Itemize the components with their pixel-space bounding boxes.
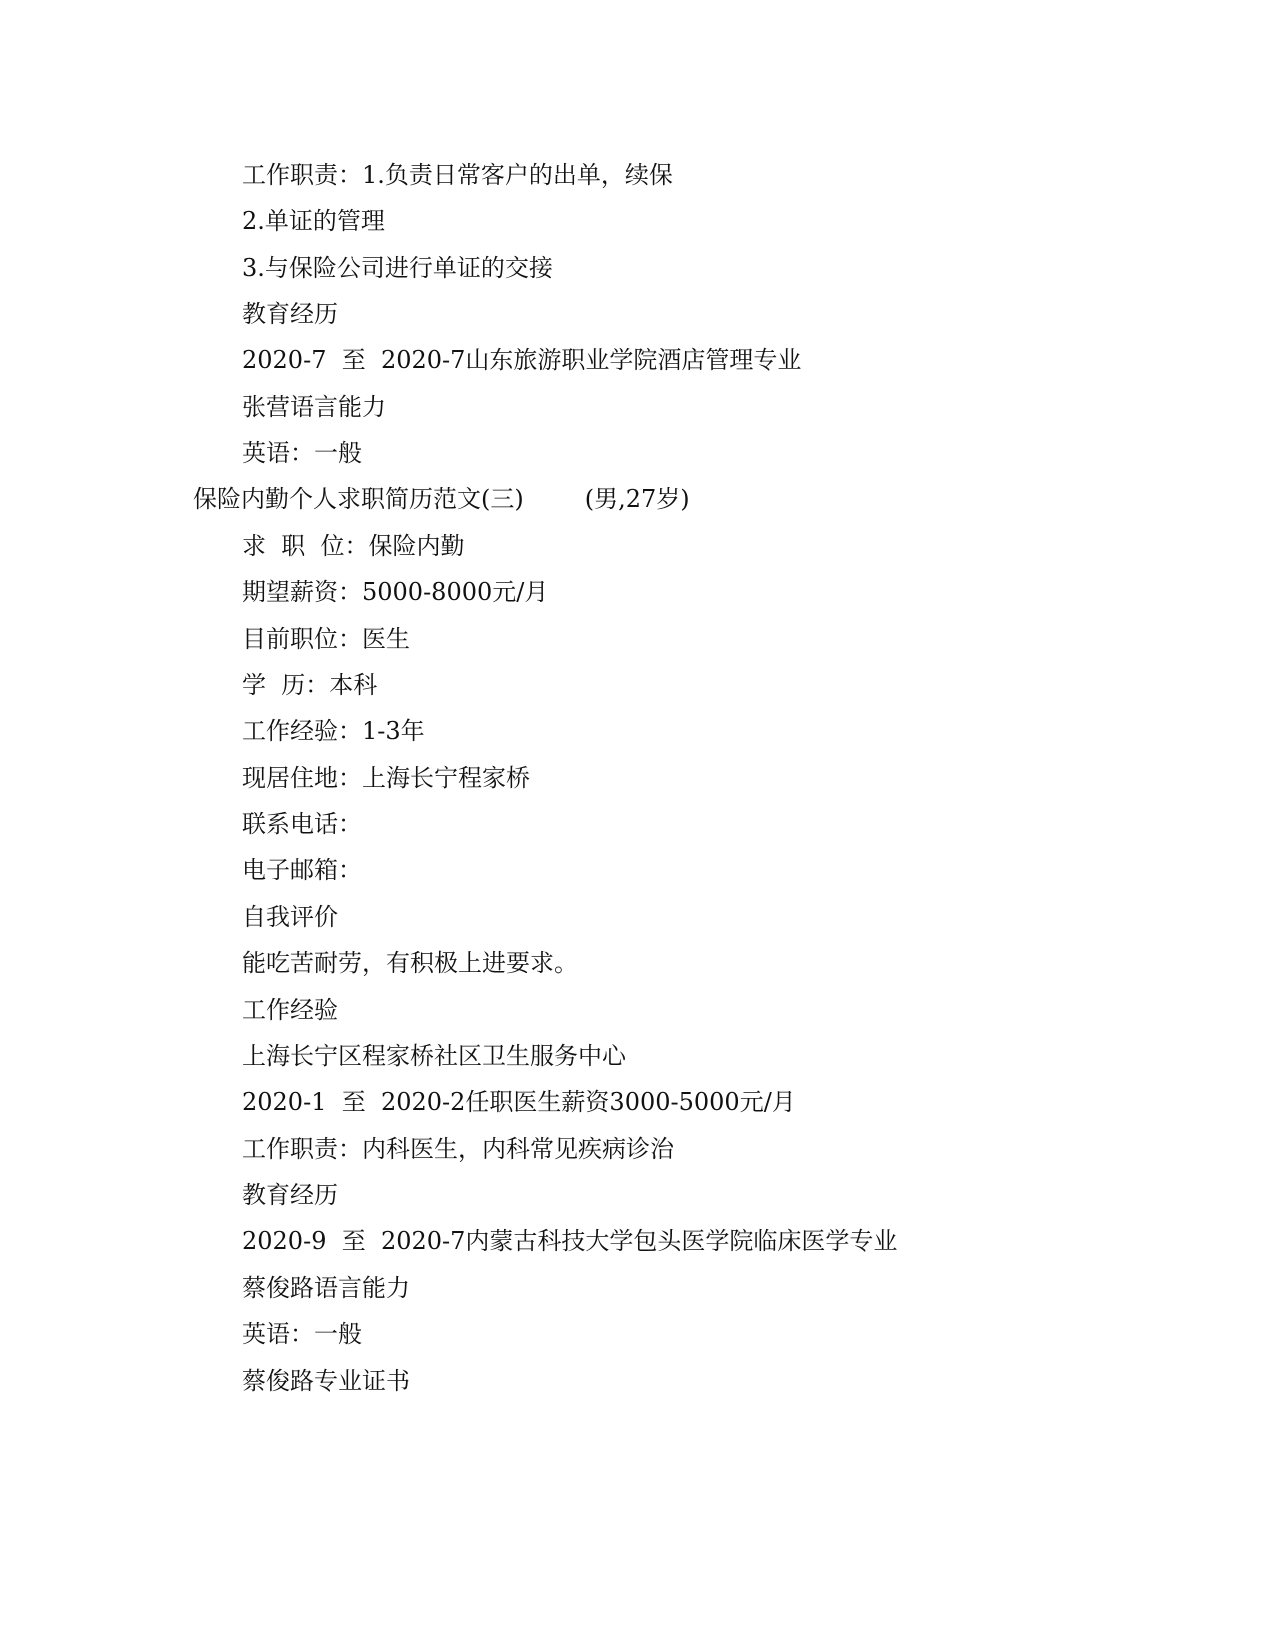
education-heading-2: 教育经历 [242, 1181, 338, 1209]
field-residence: 现居住地：上海长宁程家桥 [242, 764, 530, 792]
self-eval-text: 能吃苦耐劳，有积极上进要求。 [242, 949, 578, 977]
language-entry-2: 英语：一般 [242, 1320, 362, 1348]
language-heading-2: 蔡俊路语言能力 [242, 1274, 410, 1302]
work-period: 2020-1 至 2020-2任职医生薪资3000-5000元/月 [242, 1088, 796, 1116]
work-duty: 工作职责：内科医生，内科常见疾病诊治 [242, 1135, 674, 1163]
field-salary: 期望薪资：5000-8000元/月 [242, 578, 549, 606]
certificate-heading: 蔡俊路专业证书 [242, 1367, 410, 1395]
education-entry-2: 2020-9 至 2020-7内蒙古科技大学包头医学院临床医学专业 [242, 1227, 898, 1255]
field-position: 求 职 位：保险内勤 [242, 532, 465, 560]
field-current-job: 目前职位：医生 [242, 625, 410, 653]
language-entry: 英语：一般 [242, 439, 362, 467]
language-heading: 张营语言能力 [242, 393, 386, 421]
education-heading: 教育经历 [242, 300, 338, 328]
education-entry: 2020-7 至 2020-7山东旅游职业学院酒店管理专业 [242, 346, 802, 374]
section-heading: 保险内勤个人求职简历范文(三) (男,27岁) [193, 485, 690, 513]
duty-line-1: 工作职责：1.负责日常客户的出单，续保 [242, 161, 673, 189]
field-experience: 工作经验：1-3年 [242, 717, 425, 745]
field-email: 电子邮箱： [242, 856, 362, 884]
work-heading: 工作经验 [242, 996, 338, 1024]
self-eval-heading: 自我评价 [242, 903, 338, 931]
field-degree: 学 历：本科 [242, 671, 378, 699]
duty-line-3: 3.与保险公司进行单证的交接 [242, 254, 553, 282]
work-employer: 上海长宁区程家桥社区卫生服务中心 [242, 1042, 626, 1070]
field-phone: 联系电话： [242, 810, 362, 838]
duty-line-2: 2.单证的管理 [242, 207, 385, 235]
